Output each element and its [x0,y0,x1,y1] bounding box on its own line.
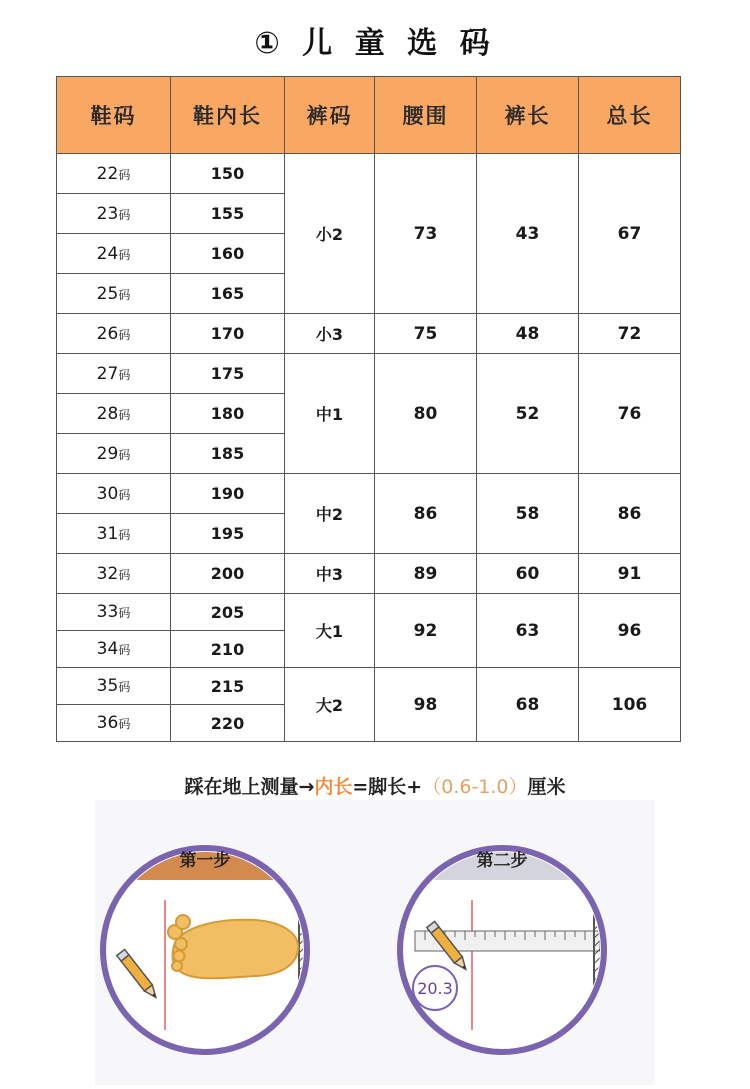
shoe-size-cell: 34码 [57,631,171,668]
inner-length-cell: 155 [171,194,285,234]
page-title: ① 儿 童 选 码 [254,26,496,61]
header-inner-length: 鞋内长 [171,77,285,154]
table-row [57,354,681,394]
total-length-cell: 67 [579,154,681,314]
inner-length-cell: 210 [171,631,285,668]
inner-length-cell: 175 [171,354,285,394]
inner-length-cell: 160 [171,234,285,274]
shoe-size-cell: 33码 [57,594,171,631]
total-length-cell: 72 [579,314,681,354]
note-range: （0.6-1.0） [422,776,528,798]
header-waist: 腰围 [375,77,477,154]
foot-icon [168,915,298,978]
table-row [57,474,681,514]
shoe-size-cell: 23码 [57,194,171,234]
step2-label: 第二步 [476,851,528,871]
step1-label: 第一步 [179,851,231,871]
pants-size-cell: 大2 [285,668,375,742]
inner-length-cell: 200 [171,554,285,594]
inner-length-cell: 150 [171,154,285,194]
shoe-size-cell: 25码 [57,274,171,314]
header-total-length: 总长 [579,77,681,154]
inner-length-cell: 180 [171,394,285,434]
table-row [57,154,681,194]
pants-length-cell: 68 [477,668,579,742]
inner-length-cell: 165 [171,274,285,314]
table-row [57,668,681,705]
header-row [57,77,681,154]
pants-length-cell: 63 [477,594,579,668]
step2-circle [392,840,622,1052]
inner-length-cell: 195 [171,514,285,554]
shoe-size-cell: 28码 [57,394,171,434]
waist-cell: 98 [375,668,477,742]
pants-length-cell: 48 [477,314,579,354]
note-text: =脚长+ [352,776,423,798]
header-pants-size: 裤码 [285,77,375,154]
pants-size-cell: 中2 [285,474,375,554]
header-shoe-size: 鞋码 [57,77,171,154]
shoe-size-cell: 31码 [57,514,171,554]
shoe-size-cell: 35码 [57,668,171,705]
shoe-size-cell: 36码 [57,705,171,742]
step1-circle [95,840,325,1052]
waist-cell: 75 [375,314,477,354]
pants-length-cell: 60 [477,554,579,594]
header-pants-length: 裤长 [477,77,579,154]
waist-cell: 92 [375,594,477,668]
measure-note [0,772,750,799]
total-length-cell: 106 [579,668,681,742]
table-row [57,594,681,631]
waist-cell: 89 [375,554,477,594]
shoe-size-cell: 29码 [57,434,171,474]
note-text: 踩在地上测量→ [184,776,315,798]
pants-size-cell: 大1 [285,594,375,668]
pants-length-cell: 58 [477,474,579,554]
shoe-size-cell: 30码 [57,474,171,514]
pants-size-cell: 中1 [285,354,375,474]
waist-cell: 80 [375,354,477,474]
total-length-cell: 76 [579,354,681,474]
waist-cell: 86 [375,474,477,554]
pants-size-cell: 中3 [285,554,375,594]
total-length-cell: 86 [579,474,681,554]
total-length-cell: 96 [579,594,681,668]
measurement-illustration [95,800,655,1085]
shoe-size-cell: 26码 [57,314,171,354]
shoe-size-cell: 24码 [57,234,171,274]
inner-length-cell: 190 [171,474,285,514]
pants-length-cell: 52 [477,354,579,474]
pants-size-cell: 小3 [285,314,375,354]
note-highlight: 内长 [314,776,353,798]
table-row [57,554,681,594]
inner-length-cell: 205 [171,594,285,631]
shoe-size-cell: 32码 [57,554,171,594]
shoe-size-cell: 27码 [57,354,171,394]
measurement-reading: 20.3 [417,979,453,998]
pants-size-cell: 小2 [285,154,375,314]
shoe-size-cell: 22码 [57,154,171,194]
inner-length-cell: 215 [171,668,285,705]
inner-length-cell: 185 [171,434,285,474]
size-chart-table [56,76,681,742]
inner-length-cell: 220 [171,705,285,742]
total-length-cell: 91 [579,554,681,594]
table-row [57,314,681,354]
waist-cell: 73 [375,154,477,314]
note-unit: 厘米 [527,776,566,798]
pants-length-cell: 43 [477,154,579,314]
inner-length-cell: 170 [171,314,285,354]
